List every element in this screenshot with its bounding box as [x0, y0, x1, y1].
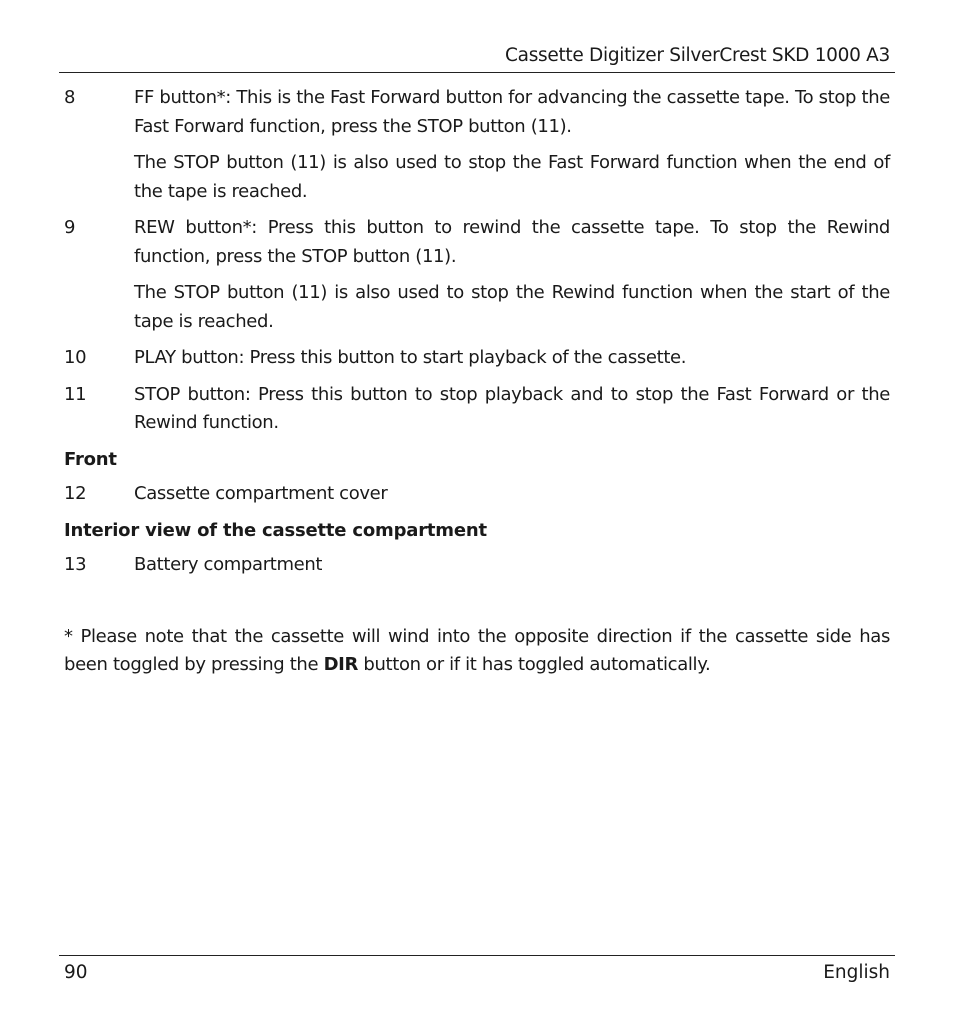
- page-body: [64, 84, 890, 680]
- page-number: 90: [64, 962, 88, 983]
- section-heading-interior: Interior view of the cassette compartment: [64, 519, 487, 541]
- header-title: Cassette Digitizer SilverCrest SKD 1000 A3: [505, 45, 890, 66]
- list-item-13: [64, 551, 890, 580]
- item-number: 13: [64, 554, 87, 575]
- header-rule: [59, 72, 895, 73]
- item-text: PLAY button: Press this button to start playback of the cassette.: [134, 347, 687, 368]
- footnote: [64, 623, 890, 680]
- item-number: 10: [64, 347, 87, 368]
- list-item-8: [64, 84, 890, 141]
- item-number: 11: [64, 383, 87, 405]
- item-number: 9: [64, 217, 76, 238]
- item-number: 8: [64, 87, 76, 108]
- item-text: STOP button: Press this button to stop playback and to stop the Fast Forward or the Rewind function.: [134, 383, 890, 433]
- item-continuation: The STOP button (11) is also used to stop the Fast Forward function when the end of the tape is reached.: [134, 152, 890, 202]
- item-text: Battery compartment: [134, 554, 323, 575]
- footnote-text-before: * Please note that the cassette will wind into the opposite direction if the cassette side has been toggled by pressing the: [64, 625, 890, 675]
- list-item-12: [64, 480, 890, 509]
- footer-language: English: [823, 962, 890, 983]
- list-item-11: [64, 381, 890, 438]
- list-item-10: [64, 344, 890, 373]
- item-text: Cassette compartment cover: [134, 483, 388, 504]
- item-text: REW button*: Press this button to rewind the cassette tape. To stop the Rewind function, press the STOP button (11).: [134, 217, 890, 267]
- item-text: FF button*: This is the Fast Forward button for advancing the cassette tape. To stop the Fast Forward function, press the STOP button (11).: [134, 87, 890, 137]
- list-item-9: [64, 214, 890, 271]
- item-number: 12: [64, 483, 87, 504]
- footer-rule: [59, 955, 895, 956]
- section-heading-front: Front: [64, 448, 117, 470]
- footnote-dir-label: DIR: [323, 654, 359, 675]
- footnote-text-after: button or if it has toggled automatically.: [358, 654, 711, 675]
- item-continuation: The STOP button (11) is also used to stop the Rewind function when the start of the tape is reached.: [134, 282, 890, 332]
